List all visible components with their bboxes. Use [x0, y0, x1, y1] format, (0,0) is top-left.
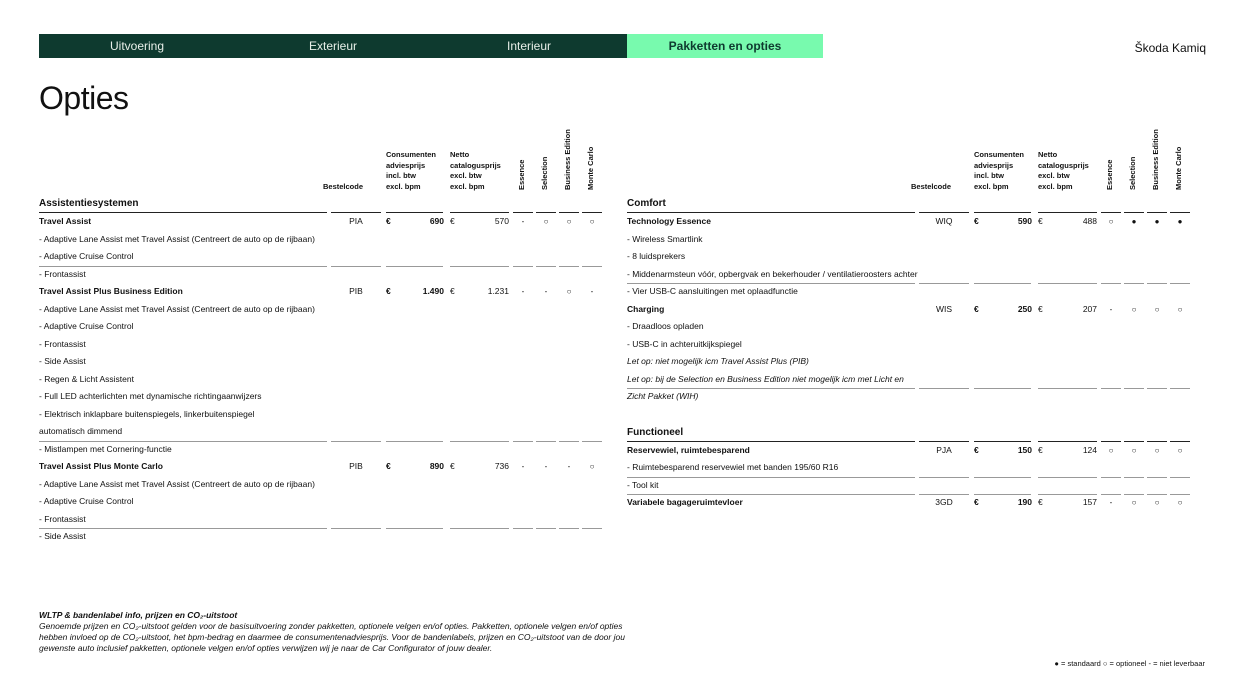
- row-rule: [919, 477, 969, 478]
- section-title: Assistentiesystemen: [39, 198, 139, 209]
- availability-legend: ● = standaard ○ = optioneel - = niet leverbaar: [1054, 659, 1205, 668]
- option-row: [627, 494, 1190, 512]
- header-version-monte-carlo: [582, 128, 604, 190]
- section-title: Functioneel: [627, 426, 684, 438]
- header-line: adviesprijs: [974, 160, 1014, 170]
- section-header: [627, 424, 1190, 442]
- option-feature: [39, 423, 602, 441]
- consumer-price: 250: [1017, 303, 1032, 314]
- option-label: Technology Essence: [627, 216, 711, 226]
- row-rule: [331, 266, 381, 267]
- option-label: - Regen & Licht Assistent: [39, 373, 134, 384]
- row-rule: [536, 266, 556, 267]
- row-rule: [919, 494, 969, 495]
- row-rule: [1101, 388, 1121, 389]
- row-rule: [1147, 283, 1167, 284]
- row-rule: [386, 441, 443, 442]
- option-label: - Adaptive Lane Assist met Travel Assist (Centreert de auto op de rijbaan): [39, 233, 315, 244]
- currency-symbol: €: [450, 286, 455, 296]
- row-rule: [1124, 477, 1144, 478]
- row-rule: [974, 477, 1031, 478]
- option-label: - Mistlampen met Cornering-functie: [39, 443, 172, 454]
- option-label: - Adaptive Lane Assist met Travel Assist (Centreert de auto op de rijbaan): [39, 478, 315, 489]
- row-rule: [331, 528, 381, 529]
- options-table-right: [627, 128, 1190, 512]
- option-feature: [39, 266, 602, 284]
- availability-mark: ○: [1108, 217, 1114, 226]
- header-version-monte-carlo: [1170, 128, 1192, 190]
- row-rule: [974, 388, 1031, 389]
- consumer-price: 1.490: [422, 286, 444, 296]
- header-line: catalogusprijs: [1038, 160, 1089, 170]
- header-version-label: Essence: [517, 159, 526, 190]
- row-rule: [1147, 388, 1167, 389]
- consumer-price: 890: [429, 461, 444, 471]
- header-line: excl. bpm: [974, 181, 1009, 191]
- currency-symbol: €: [450, 461, 455, 471]
- row-rule: [1101, 477, 1121, 478]
- option-label: - Elektrisch inklapbare buitenspiegels, linkerbuitenspiegel: [39, 408, 255, 419]
- header-line: adviesprijs: [386, 160, 426, 170]
- row-rule: [1101, 283, 1121, 284]
- header-line: excl. bpm: [386, 181, 421, 191]
- option-label: - Adaptive Cruise Control: [39, 321, 134, 331]
- header-line: Consumenten: [386, 150, 437, 159]
- footnote: [39, 610, 629, 654]
- header-line: Consumenten: [974, 150, 1025, 159]
- header-version-business-edition: [559, 128, 581, 190]
- currency-symbol: €: [974, 444, 979, 455]
- net-price: 207: [1082, 303, 1097, 314]
- option-row: [627, 213, 1190, 231]
- header-version-label: Business Edition: [563, 129, 572, 190]
- availability-mark: ○: [1177, 498, 1183, 507]
- header-version-business-edition: [1147, 128, 1169, 190]
- option-feature: [39, 353, 602, 371]
- net-price: 124: [1082, 444, 1097, 455]
- footnote-text: Genoemde prijzen en CO₂-uitstoot gelden voor de basisuitvoering zonder pakketten, optionele velgen en/of opties. Pakketten, optionele velgen en/of opties hebben invloed op de CO₂-uitstoot, het bpm-bedrag en daarmee de consumentenadviesprijs. Voor de bandenlabels, prijzen en CO₂-uitstoot van de door jou gewenste auto inclusief pakketten, optionele velgen en/of opties verwijzen wij je naar de Car Configurator of jouw dealer.: [39, 621, 625, 653]
- header-line: Netto: [1038, 150, 1058, 159]
- availability-mark: ○: [1154, 498, 1160, 507]
- net-price: 1.231: [487, 286, 509, 296]
- option-label: - USB-C in achteruitkijkspiegel: [627, 338, 742, 349]
- option-note: [627, 353, 1190, 371]
- row-rule: [559, 441, 579, 442]
- currency-symbol: €: [386, 286, 391, 296]
- currency-symbol: €: [974, 216, 979, 226]
- tab-pakketten-en-opties[interactable]: Pakketten en opties: [627, 34, 823, 58]
- option-label: Variabele bagageruimtevloer: [627, 497, 743, 507]
- option-label: - Wireless Smartlink: [627, 233, 703, 244]
- row-rule: [450, 441, 509, 442]
- option-code: PIA: [349, 216, 363, 226]
- availability-mark: ○: [1131, 498, 1137, 507]
- table-header: [39, 128, 602, 195]
- availability-mark: ○: [1108, 445, 1114, 455]
- section-title: Comfort: [627, 198, 666, 209]
- option-label: - Adaptive Lane Assist met Travel Assist (Centreert de auto op de rijbaan): [39, 303, 315, 314]
- row-rule: [513, 528, 533, 529]
- option-label: Zicht Pakket (WIH): [627, 391, 699, 401]
- row-rule: [536, 528, 556, 529]
- option-label: - Frontassist: [39, 268, 86, 279]
- header-consumentenprijs: [386, 150, 436, 192]
- row-rule: [450, 528, 509, 529]
- option-feature: [627, 248, 1190, 266]
- header-line: incl. btw: [386, 171, 416, 180]
- currency-symbol: €: [974, 497, 979, 507]
- option-label: Let op: niet mogelijk icm Travel Assist Plus (PIB): [627, 356, 809, 366]
- option-feature: [627, 283, 1190, 301]
- section-nav: [39, 34, 823, 58]
- option-code: PIB: [349, 286, 363, 296]
- row-rule: [1101, 494, 1121, 495]
- header-nettoprijs: [450, 150, 501, 192]
- row-rule: [1038, 477, 1097, 478]
- option-label: - Side Assist: [39, 531, 86, 541]
- availability-mark: ○: [1177, 304, 1183, 314]
- row-rule: [919, 283, 969, 284]
- row-rule: [39, 528, 327, 529]
- header-line: excl. btw: [450, 171, 482, 180]
- option-row: [39, 213, 602, 231]
- currency-symbol: €: [386, 461, 391, 471]
- row-rule: [1124, 283, 1144, 284]
- row-rule: [974, 283, 1031, 284]
- option-code: WIS: [935, 303, 953, 314]
- option-feature: [39, 371, 602, 389]
- option-label: Reservewiel, ruimtebesparend: [627, 444, 750, 455]
- table-header: [627, 128, 1190, 195]
- row-rule: [627, 388, 915, 389]
- option-feature: [39, 441, 602, 459]
- availability-mark: ○: [1131, 445, 1137, 455]
- option-label: - Adaptive Cruise Control: [39, 251, 134, 261]
- row-rule: [331, 441, 381, 442]
- row-rule: [1147, 494, 1167, 495]
- row-rule: [627, 283, 915, 284]
- option-feature: [39, 301, 602, 319]
- availability-mark: -: [544, 287, 548, 296]
- currency-symbol: €: [974, 303, 979, 314]
- option-row: [39, 458, 602, 476]
- option-feature: [39, 528, 602, 546]
- header-version-selection: [536, 128, 558, 190]
- options-table-left: [39, 128, 602, 546]
- brand-name: Škoda Kamiq: [1134, 41, 1206, 55]
- header-line: excl. bpm: [1038, 181, 1073, 191]
- row-rule: [582, 266, 602, 267]
- consumer-price: 190: [1017, 497, 1032, 507]
- row-rule: [1170, 388, 1190, 389]
- net-price: 736: [494, 461, 509, 471]
- option-label: - Full LED achterlichten met dynamische richtingaanwijzers: [39, 391, 262, 401]
- header-version-label: Business Edition: [1151, 129, 1160, 190]
- currency-symbol: €: [450, 216, 455, 226]
- row-rule: [1038, 388, 1097, 389]
- option-note: [627, 388, 1190, 406]
- option-label: - Draadloos opladen: [627, 321, 704, 331]
- availability-mark: -: [521, 217, 525, 226]
- page-title: Opties: [39, 80, 129, 116]
- row-rule: [1038, 283, 1097, 284]
- option-feature: [627, 318, 1190, 336]
- availability-mark: ○: [1177, 445, 1183, 455]
- availability-mark: ○: [543, 217, 549, 226]
- option-feature: [39, 388, 602, 406]
- option-feature: [39, 493, 602, 511]
- header-consumentenprijs: [974, 150, 1024, 192]
- option-code: WIQ: [935, 216, 953, 226]
- option-feature: [39, 248, 602, 266]
- row-rule: [1170, 283, 1190, 284]
- header-nettoprijs: [1038, 150, 1089, 192]
- currency-symbol: €: [386, 216, 391, 226]
- row-rule: [559, 266, 579, 267]
- option-label: - Ruimtebesparend reservewiel met banden 195/60 R16: [627, 462, 839, 472]
- option-feature: [39, 511, 602, 529]
- option-label: Let op: bij de Selection en Business Edition niet mogelijk icm met Licht en: [627, 373, 904, 384]
- currency-symbol: €: [1038, 216, 1043, 226]
- option-feature: [627, 336, 1190, 354]
- option-note: [627, 371, 1190, 389]
- row-rule: [974, 494, 1031, 495]
- option-feature: [627, 477, 1190, 495]
- consumer-price: 690: [429, 216, 444, 226]
- availability-mark: ○: [1131, 304, 1137, 314]
- availability-mark: ○: [1154, 445, 1160, 455]
- option-label: Travel Assist Plus Business Edition: [39, 286, 183, 296]
- net-price: 488: [1082, 216, 1097, 226]
- row-rule: [386, 266, 443, 267]
- row-rule: [39, 266, 327, 267]
- availability-mark: ○: [566, 217, 572, 226]
- net-price: 157: [1082, 497, 1097, 507]
- availability-mark: -: [544, 462, 548, 471]
- section-header: [39, 195, 602, 213]
- option-feature: [627, 266, 1190, 284]
- tab-interieur[interactable]: Interieur: [431, 34, 627, 58]
- option-feature: [39, 406, 602, 424]
- row-rule: [513, 266, 533, 267]
- consumer-price: 590: [1017, 216, 1032, 226]
- row-rule: [582, 528, 602, 529]
- header-line: excl. btw: [1038, 171, 1070, 180]
- availability-mark: ●: [1177, 217, 1183, 226]
- header-version-label: Essence: [1105, 159, 1114, 190]
- option-row: [627, 301, 1190, 319]
- section-gap: [627, 406, 1190, 424]
- availability-mark: -: [1109, 498, 1113, 507]
- row-rule: [627, 477, 915, 478]
- option-label: Travel Assist: [39, 216, 92, 226]
- currency-symbol: €: [1038, 303, 1043, 314]
- row-rule: [1170, 477, 1190, 478]
- option-feature: [627, 231, 1190, 249]
- option-label: Travel Assist Plus Monte Carlo: [39, 461, 163, 471]
- section-header: [627, 195, 1190, 213]
- availability-mark: -: [590, 287, 594, 296]
- availability-mark: ○: [1154, 304, 1160, 314]
- currency-symbol: €: [1038, 497, 1043, 507]
- option-label: - Adaptive Cruise Control: [39, 496, 134, 506]
- availability-mark: ○: [589, 217, 595, 226]
- availability-mark: ●: [1131, 217, 1137, 226]
- row-rule: [1124, 388, 1144, 389]
- availability-mark: -: [1109, 304, 1113, 314]
- consumer-price: 150: [1017, 444, 1032, 455]
- tab-exterieur[interactable]: Exterieur: [235, 34, 431, 58]
- option-code: 3GD: [935, 497, 953, 507]
- header-bestelcode: Bestelcode: [911, 181, 952, 191]
- row-rule: [536, 441, 556, 442]
- header-version-label: Selection: [1128, 156, 1137, 190]
- option-feature: [627, 459, 1190, 477]
- option-label: - Frontassist: [39, 338, 86, 349]
- header-version-essence: [513, 128, 535, 190]
- row-rule: [582, 441, 602, 442]
- header-version-label: Selection: [540, 156, 549, 190]
- row-rule: [39, 441, 327, 442]
- option-code: PIB: [349, 461, 363, 471]
- header-version-essence: [1101, 128, 1123, 190]
- option-feature: [39, 476, 602, 494]
- availability-mark: ○: [589, 462, 595, 471]
- header-bestelcode: Bestelcode: [323, 181, 364, 191]
- row-rule: [450, 266, 509, 267]
- header-line: excl. bpm: [450, 181, 485, 191]
- option-label: - Tool kit: [627, 479, 659, 490]
- option-label: - Side Assist: [39, 356, 86, 366]
- option-label: - Middenarmsteun vóór, opbergvak en bekerhouder / ventilatieroosters achter: [627, 268, 918, 279]
- option-row: [627, 442, 1190, 460]
- availability-mark: -: [567, 462, 571, 471]
- option-feature: [39, 231, 602, 249]
- option-code: PJA: [936, 444, 952, 455]
- row-rule: [1170, 494, 1190, 495]
- option-label: - Vier USB-C aansluitingen met oplaadfunctie: [627, 286, 798, 296]
- footnote-title: WLTP & bandenlabel info, prijzen en CO₂-uitstoot: [39, 610, 238, 620]
- option-row: [39, 283, 602, 301]
- row-rule: [1124, 494, 1144, 495]
- option-label: automatisch dimmend: [39, 426, 123, 436]
- header-version-label: Monte Carlo: [1174, 146, 1183, 190]
- availability-mark: -: [521, 287, 525, 296]
- row-rule: [627, 494, 915, 495]
- header-version-label: Monte Carlo: [586, 146, 595, 190]
- option-label: - Frontassist: [39, 513, 86, 524]
- row-rule: [1038, 494, 1097, 495]
- row-rule: [559, 528, 579, 529]
- header-line: catalogusprijs: [450, 160, 501, 170]
- header-line: incl. btw: [974, 171, 1004, 180]
- net-price: 570: [494, 216, 509, 226]
- header-line: Netto: [450, 150, 470, 159]
- row-rule: [386, 528, 443, 529]
- header-version-selection: [1124, 128, 1146, 190]
- row-rule: [919, 388, 969, 389]
- availability-mark: ○: [566, 287, 572, 296]
- tab-uitvoering[interactable]: Uitvoering: [39, 34, 235, 58]
- option-label: - 8 luidsprekers: [627, 251, 686, 261]
- row-rule: [513, 441, 533, 442]
- option-feature: [39, 318, 602, 336]
- currency-symbol: €: [1038, 444, 1043, 455]
- availability-mark: -: [521, 462, 525, 471]
- availability-mark: ●: [1154, 217, 1160, 226]
- option-label: Charging: [627, 303, 665, 314]
- option-feature: [39, 336, 602, 354]
- row-rule: [1147, 477, 1167, 478]
